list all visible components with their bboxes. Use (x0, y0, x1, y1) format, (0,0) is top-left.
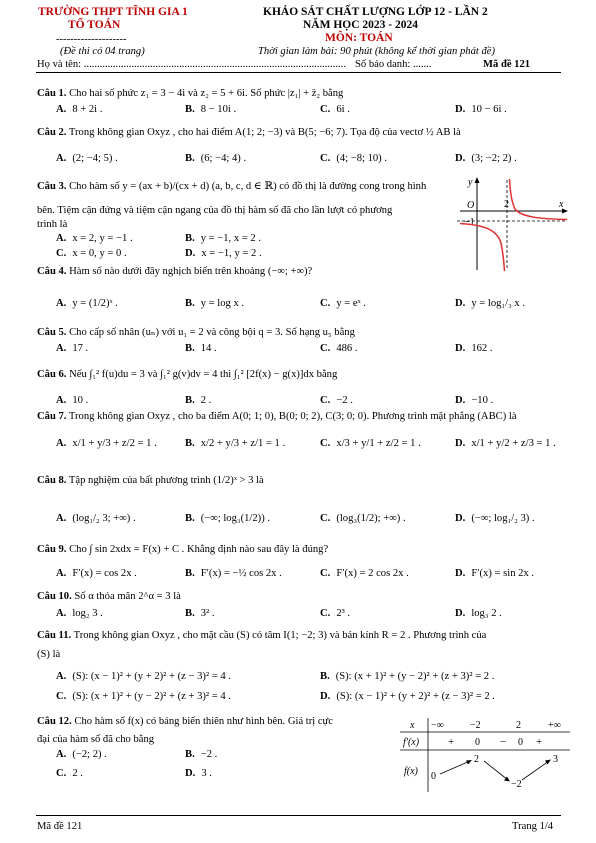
q10-option-d[interactable]: D. log₃ 2 . (455, 608, 502, 619)
question-5: Câu 5. Cho cấp số nhân (uₙ) với u₁ = 2 và công bội q = 3. Số hạng u₅ bằng (37, 327, 355, 338)
q10-option-a[interactable]: A. log₂ 3 . (56, 608, 103, 619)
question-11-line-2: (S) là (37, 649, 61, 660)
subject-title: MÔN: TOÁN (325, 32, 393, 44)
page-count-note: (Đề thi có 04 trang) (60, 46, 145, 57)
header-divider: -------------------- (56, 34, 127, 45)
fprime-zero-1: 0 (475, 737, 480, 748)
y-tick-label: −1 (464, 217, 475, 228)
x-value-pos-inf: +∞ (548, 720, 561, 731)
q12-option-c[interactable]: C. 2 . (56, 768, 83, 779)
hyperbola-graph (455, 175, 570, 275)
q4-option-c[interactable]: C. y = eˣ . (320, 298, 366, 309)
f-value-min: −2 (511, 779, 522, 790)
footer-exam-code: Mã đề 121 (37, 821, 83, 832)
q9-option-d[interactable]: D. F′(x) = sin 2x . (455, 568, 535, 579)
q8-option-a[interactable]: A. (log₁/₂ 3; +∞) . (56, 513, 136, 524)
q6-option-b[interactable]: B. 2 . (185, 395, 212, 406)
question-1: Câu 1. Cho hai số phức z₁ = 3 − 4i và z₂ = 5 + 6i. Số phức |z₁| + z̄₂ bằng (37, 88, 344, 99)
q2-option-a[interactable]: A. (2; −4; 5) . (56, 153, 118, 164)
question-10: Câu 10. Số α thỏa mãn 2^α = 3 là (37, 591, 181, 602)
footer-rule (36, 815, 561, 816)
q1-option-b[interactable]: B. 8 − 10i . (185, 104, 237, 115)
header-rule (36, 72, 561, 73)
q9-option-a[interactable]: A. F′(x) = cos 2x . (56, 568, 137, 579)
exam-title: KHẢO SÁT CHẤT LƯỢNG LỚP 12 - LẦN 2 (263, 6, 488, 18)
question-12: Câu 12. Cho hàm số f(x) có bảng biến thiên như hình bên. Giá trị cực (37, 716, 334, 727)
q11-option-d[interactable]: D. (S): (x − 1)² + (y + 2)² + (z − 3)² = 2 . (320, 691, 495, 702)
x-tick-label: 2 (504, 199, 509, 210)
x-value-2: 2 (516, 720, 521, 731)
variation-table (398, 716, 573, 794)
question-9: Câu 9. Cho ∫ sin 2xdx = F(x) + C . Khẳng định nào sau đây là đúng? (37, 544, 329, 555)
q4-option-d[interactable]: D. y = log₁/₃ x . (455, 298, 525, 309)
q8-option-c[interactable]: C. (log₃(1/2); +∞) . (320, 513, 406, 524)
origin-label: O (467, 200, 475, 211)
q7-option-d[interactable]: D. x/1 + y/2 + z/3 = 1 . (455, 438, 556, 449)
q11-option-b[interactable]: B. (S): (x + 1)² + (y − 2)² + (z + 3)² = 2 . (320, 671, 495, 682)
q3-option-d[interactable]: D. x = −1, y = 2 . (185, 248, 262, 259)
y-axis-label: y (468, 177, 473, 188)
q6-option-a[interactable]: A. 10 . (56, 395, 89, 406)
q7-option-a[interactable]: A. x/1 + y/3 + z/2 = 1 . (56, 438, 157, 449)
q1-option-a[interactable]: A. 8 + 2i . (56, 104, 103, 115)
q5-option-c[interactable]: C. 486 . (320, 343, 358, 354)
question-3-line-2: bên. Tiệm cận đứng và tiệm cận ngang của đồ thị hàm số đã cho lần lượt có phương (37, 205, 393, 216)
arrow-increase-1 (440, 761, 470, 774)
q10-option-b[interactable]: B. 3² . (185, 608, 215, 619)
q12-option-d[interactable]: D. 3 . (185, 768, 212, 779)
q8-option-d[interactable]: D. (−∞; log₁/₂ 3) . (455, 513, 535, 524)
arrowhead-increase-1 (466, 760, 472, 765)
q5-option-d[interactable]: D. 162 . (455, 343, 493, 354)
q6-option-c[interactable]: C. −2 . (320, 395, 353, 406)
q11-option-c[interactable]: C. (S): (x + 1)² + (y − 2)² + (z + 3)² = 4 . (56, 691, 231, 702)
table-f-label: f(x) (404, 766, 418, 777)
q1-option-d[interactable]: D. 10 − 6i . (455, 104, 507, 115)
question-8: Câu 8. Tập nghiệm của bất phương trình (1/2)ˣ > 3 là (37, 475, 264, 486)
q5-option-b[interactable]: B. 14 . (185, 343, 217, 354)
q4-option-a[interactable]: A. y = (1/2)ˣ . (56, 298, 118, 309)
fprime-zero-2: 0 (518, 737, 523, 748)
question-11: Câu 11. Trong không gian Oxyz , cho mặt cầu (S) có tâm I(1; −2; 3) và bán kính R = 2 . Phương trình của (37, 630, 487, 641)
fprime-sign-2: − (500, 736, 507, 748)
question-4: Câu 4. Hàm số nào dưới đây nghịch biến trên khoảng (−∞; +∞)? (37, 266, 313, 277)
x-axis-label: x (559, 199, 564, 210)
student-name-field: Họ và tên: ................................................................................................... (37, 59, 346, 70)
fprime-sign-3: + (536, 736, 543, 748)
footer-page-number: Trang 1/4 (512, 821, 554, 832)
q5-option-a[interactable]: A. 17 . (56, 343, 89, 354)
arrow-decrease (484, 761, 508, 780)
q9-option-c[interactable]: C. F′(x) = 2 cos 2x . (320, 568, 409, 579)
q3-option-b[interactable]: B. y = −1, x = 2 . (185, 233, 262, 244)
question-3: Câu 3. Cho hàm số y = (ax + b)/(cx + d) (a, b, c, d ∈ ℝ) có đồ thị là đường cong trong hình (37, 181, 427, 192)
question-6: Câu 6. Nếu ∫₁² f(u)du = 3 và ∫₁² g(v)dv = 4 thì ∫₁² [2f(x) − g(x)]dx bằng (37, 369, 338, 380)
question-2: Câu 2. Trong không gian Oxyz , cho hai điểm A(1; 2; −3) và B(5; −6; 7). Tọa độ của vectơ ½ AB là (37, 127, 461, 138)
school-year: NĂM HỌC 2023 - 2024 (303, 19, 418, 31)
x-value-neg-2: −2 (470, 720, 481, 731)
q1-option-c[interactable]: C. 6i . (320, 104, 350, 115)
x-value-neg-inf: −∞ (431, 720, 444, 731)
table-fprime-label: f′(x) (403, 737, 420, 748)
q3-option-a[interactable]: A. x = 2, y = −1 . (56, 233, 133, 244)
time-note: Thời gian làm bài: 90 phút (không kể thời gian phát đề) (258, 46, 495, 57)
q8-option-b[interactable]: B. (−∞; log₃(1/2)) . (185, 513, 271, 524)
question-12-line-2: đại của hàm số đã cho bằng (37, 734, 155, 745)
f-value-left: 0 (431, 771, 436, 782)
exam-code: Mã đề 121 (483, 59, 531, 70)
q12-option-b[interactable]: B. −2 . (185, 749, 218, 760)
q10-option-c[interactable]: C. 2³ . (320, 608, 351, 619)
q6-option-d[interactable]: D. −10 . (455, 395, 494, 406)
q2-option-c[interactable]: C. (4; −8; 10) . (320, 153, 388, 164)
left-branch (460, 224, 505, 272)
q9-option-b[interactable]: B. F′(x) = −½ cos 2x . (185, 568, 282, 579)
school-name: TRƯỜNG THPT TĨNH GIA 1 (38, 6, 188, 18)
arrowhead-increase-2 (545, 760, 551, 765)
q7-option-c[interactable]: C. x/3 + y/1 + z/2 = 1 . (320, 438, 421, 449)
question-3-line-3: trình là (37, 219, 68, 230)
q4-option-b[interactable]: B. y = log x . (185, 298, 245, 309)
department-name: TỔ TOÁN (68, 19, 121, 31)
f-value-right: 3 (553, 754, 558, 765)
student-id-field: Số báo danh: ....... (355, 59, 432, 70)
fprime-sign-1: + (448, 736, 455, 748)
table-x-label: x (410, 720, 415, 731)
q3-option-c[interactable]: C. x = 0, y = 0 . (56, 248, 127, 259)
arrow-increase-2 (522, 761, 549, 780)
question-7: Câu 7. Trong không gian Oxyz , cho ba điểm A(0; 1; 0), B(0; 0; 2), C(3; 0; 0). Phương trình mặt phẳng (ABC) là (37, 411, 517, 422)
f-value-max: 2 (474, 754, 479, 765)
q12-option-a[interactable]: A. (−2; 2) . (56, 749, 107, 760)
q2-option-d[interactable]: D. (3; −2; 2) . (455, 153, 517, 164)
q7-option-b[interactable]: B. x/2 + y/3 + z/1 = 1 . (185, 438, 286, 449)
y-axis-arrow (475, 177, 480, 183)
q11-option-a[interactable]: A. (S): (x − 1)² + (y + 2)² + (z − 3)² = 4 . (56, 671, 231, 682)
q2-option-b[interactable]: B. (6; −4; 4) . (185, 153, 247, 164)
